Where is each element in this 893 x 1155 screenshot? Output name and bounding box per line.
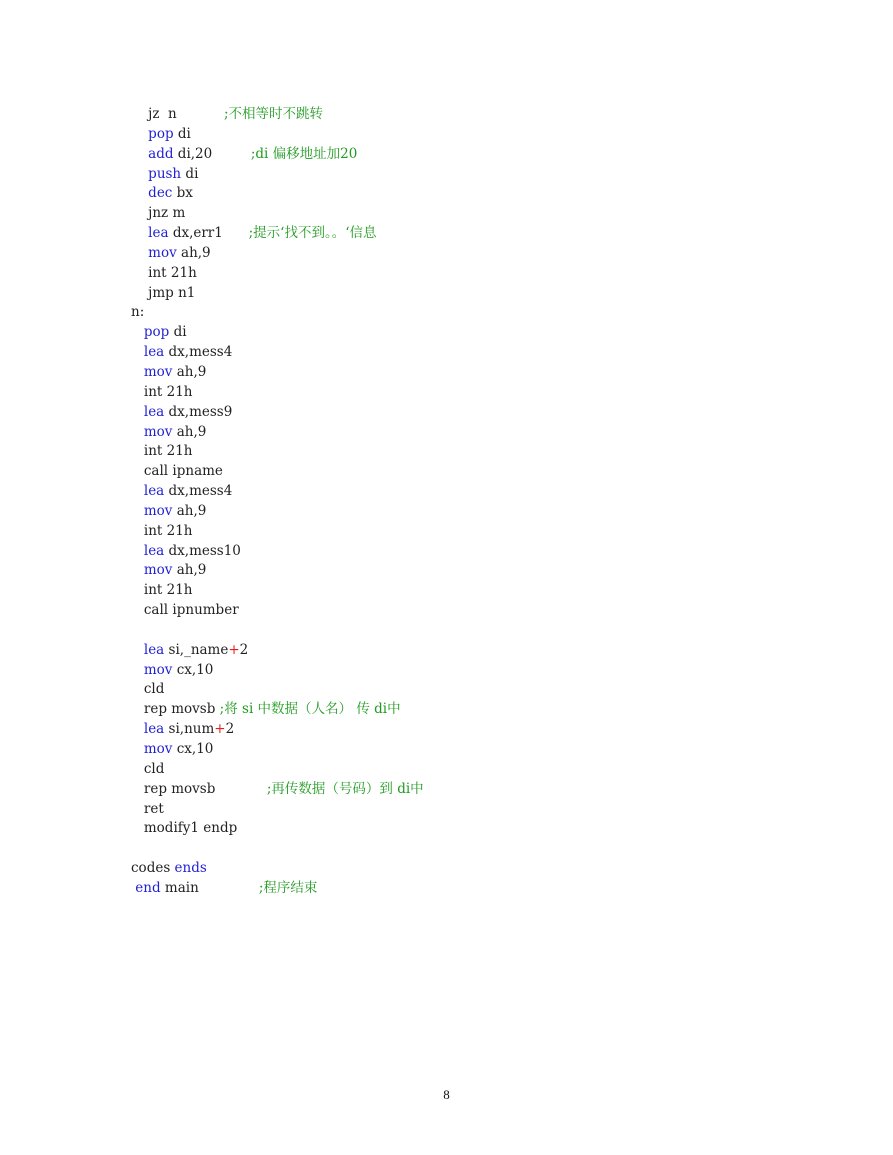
code-text <box>131 245 148 261</box>
code-line <box>131 224 424 244</box>
code-text: modify1 endp <box>131 820 238 837</box>
code-text <box>131 364 144 380</box>
code-text: cld <box>131 760 165 777</box>
code-line <box>131 442 424 462</box>
code-text: dx,mess9 <box>164 403 233 420</box>
code-text <box>131 503 144 519</box>
code-line <box>131 680 424 700</box>
code-keyword: lea <box>143 542 165 559</box>
code-text: int 21h <box>131 264 197 281</box>
code-keyword: ends <box>174 860 207 877</box>
code-text: dx,mess10 <box>164 542 241 559</box>
code-text: cld <box>131 681 165 698</box>
code-keyword: push <box>148 165 182 182</box>
code-line <box>131 780 424 800</box>
code-line <box>131 363 424 383</box>
code-keyword: mov <box>143 562 173 579</box>
code-line <box>131 740 424 760</box>
code-comment: ;不相等时不跳转 <box>223 106 324 122</box>
code-keyword: mov <box>148 244 177 261</box>
code-text <box>131 324 144 340</box>
code-line <box>131 303 424 323</box>
code-text: int 21h <box>131 383 193 400</box>
code-line <box>131 184 424 204</box>
code-text: int 21h <box>131 443 193 460</box>
code-text: 2 <box>225 721 235 738</box>
code-keyword: pop <box>143 324 170 341</box>
code-comment: ;将 si 中数据（人名） 传 di中 <box>219 701 401 718</box>
code-operator: + <box>228 641 240 658</box>
code-keyword: lea <box>148 225 169 242</box>
code-text: di <box>173 125 191 142</box>
code-comment: ;再传数据（号码）到 di中 <box>266 780 424 797</box>
code-keyword: end <box>135 879 161 896</box>
code-line <box>131 343 424 363</box>
code-line <box>131 661 424 681</box>
code-line <box>131 482 424 502</box>
code-line <box>131 621 424 641</box>
code-text: ret <box>131 800 164 817</box>
code-comment: ;提示‘找不到。。‘信息 <box>248 225 377 242</box>
code-line <box>131 561 424 581</box>
code-text: cx,10 <box>172 741 214 757</box>
code-line <box>131 601 424 621</box>
code-line <box>131 244 424 264</box>
code-keyword: lea <box>143 641 165 658</box>
code-line <box>131 819 424 839</box>
code-line <box>131 522 424 542</box>
code-text: call ipname <box>131 463 223 480</box>
code-line <box>131 542 424 562</box>
code-keyword: lea <box>143 721 165 738</box>
code-text <box>131 146 148 162</box>
code-text: di,20 <box>173 145 251 162</box>
code-listing <box>131 105 424 899</box>
page-number: 8 <box>443 1087 450 1102</box>
code-keyword: mov <box>143 363 173 380</box>
code-line <box>131 859 424 879</box>
code-text: ah,9 <box>172 502 207 519</box>
code-text <box>131 543 144 559</box>
code-text: 2 <box>239 641 249 658</box>
code-line <box>131 145 424 165</box>
code-text: bx <box>172 185 193 202</box>
code-text: codes <box>131 860 175 877</box>
code-line <box>131 165 424 185</box>
code-text: jz n <box>131 106 224 122</box>
code-line <box>131 462 424 482</box>
code-text: int 21h <box>131 522 193 539</box>
code-line <box>131 720 424 740</box>
code-line <box>131 105 424 125</box>
code-text <box>131 404 144 420</box>
code-text: jnz m <box>131 205 186 222</box>
code-text: call ipnumber <box>131 602 239 619</box>
code-line <box>131 700 424 720</box>
code-line <box>131 323 424 343</box>
code-text <box>131 662 144 678</box>
code-text <box>131 642 144 658</box>
code-text: si,_name <box>164 641 229 658</box>
code-line <box>131 581 424 601</box>
code-keyword: mov <box>143 423 173 440</box>
code-keyword: mov <box>143 502 173 519</box>
code-text: ah,9 <box>172 423 207 440</box>
code-text: di <box>169 324 187 341</box>
code-text <box>131 562 144 578</box>
code-comment: ;程序结束 <box>258 879 318 896</box>
code-line <box>131 641 424 661</box>
code-operator: + <box>214 721 226 738</box>
code-line <box>131 800 424 820</box>
code-keyword: lea <box>143 483 165 500</box>
code-line <box>131 423 424 443</box>
code-text: ah,9 <box>172 562 207 579</box>
code-keyword: mov <box>143 661 173 678</box>
code-text: ah,9 <box>172 363 207 380</box>
code-text <box>131 424 144 440</box>
code-line <box>131 383 424 403</box>
code-text: rep movsb <box>131 780 267 797</box>
code-text: rep movsb <box>131 701 220 718</box>
code-line <box>131 204 424 224</box>
code-line <box>131 403 424 423</box>
code-line <box>131 760 424 780</box>
code-comment: ;di 偏移地址加20 <box>250 145 358 162</box>
code-text <box>131 741 144 757</box>
code-keyword: lea <box>143 344 165 361</box>
code-text: dx,mess4 <box>164 344 233 361</box>
code-text: di <box>181 165 199 182</box>
code-line <box>131 125 424 145</box>
code-line <box>131 879 424 899</box>
code-text <box>131 185 148 201</box>
code-keyword: lea <box>143 403 165 420</box>
code-text <box>131 721 144 737</box>
code-text <box>131 225 148 241</box>
code-text: dx,err1 <box>168 225 249 242</box>
code-keyword: add <box>148 145 174 162</box>
code-keyword: mov <box>143 741 173 757</box>
code-line <box>131 284 424 304</box>
code-text: jmp n1 <box>131 284 196 301</box>
code-text <box>131 126 148 142</box>
code-text: int 21h <box>131 582 193 599</box>
code-line <box>131 502 424 522</box>
code-text: ah,9 <box>176 244 211 261</box>
code-line <box>131 264 424 284</box>
code-text <box>131 166 148 182</box>
code-text: n: <box>131 304 145 321</box>
code-text: cx,10 <box>172 661 214 678</box>
code-keyword: dec <box>148 185 173 202</box>
code-text <box>131 483 144 499</box>
code-text: si,num <box>164 721 215 738</box>
code-text: main <box>160 879 259 896</box>
code-keyword: pop <box>148 125 174 142</box>
code-text <box>131 344 144 360</box>
code-line <box>131 839 424 859</box>
code-text: dx,mess4 <box>164 483 233 500</box>
